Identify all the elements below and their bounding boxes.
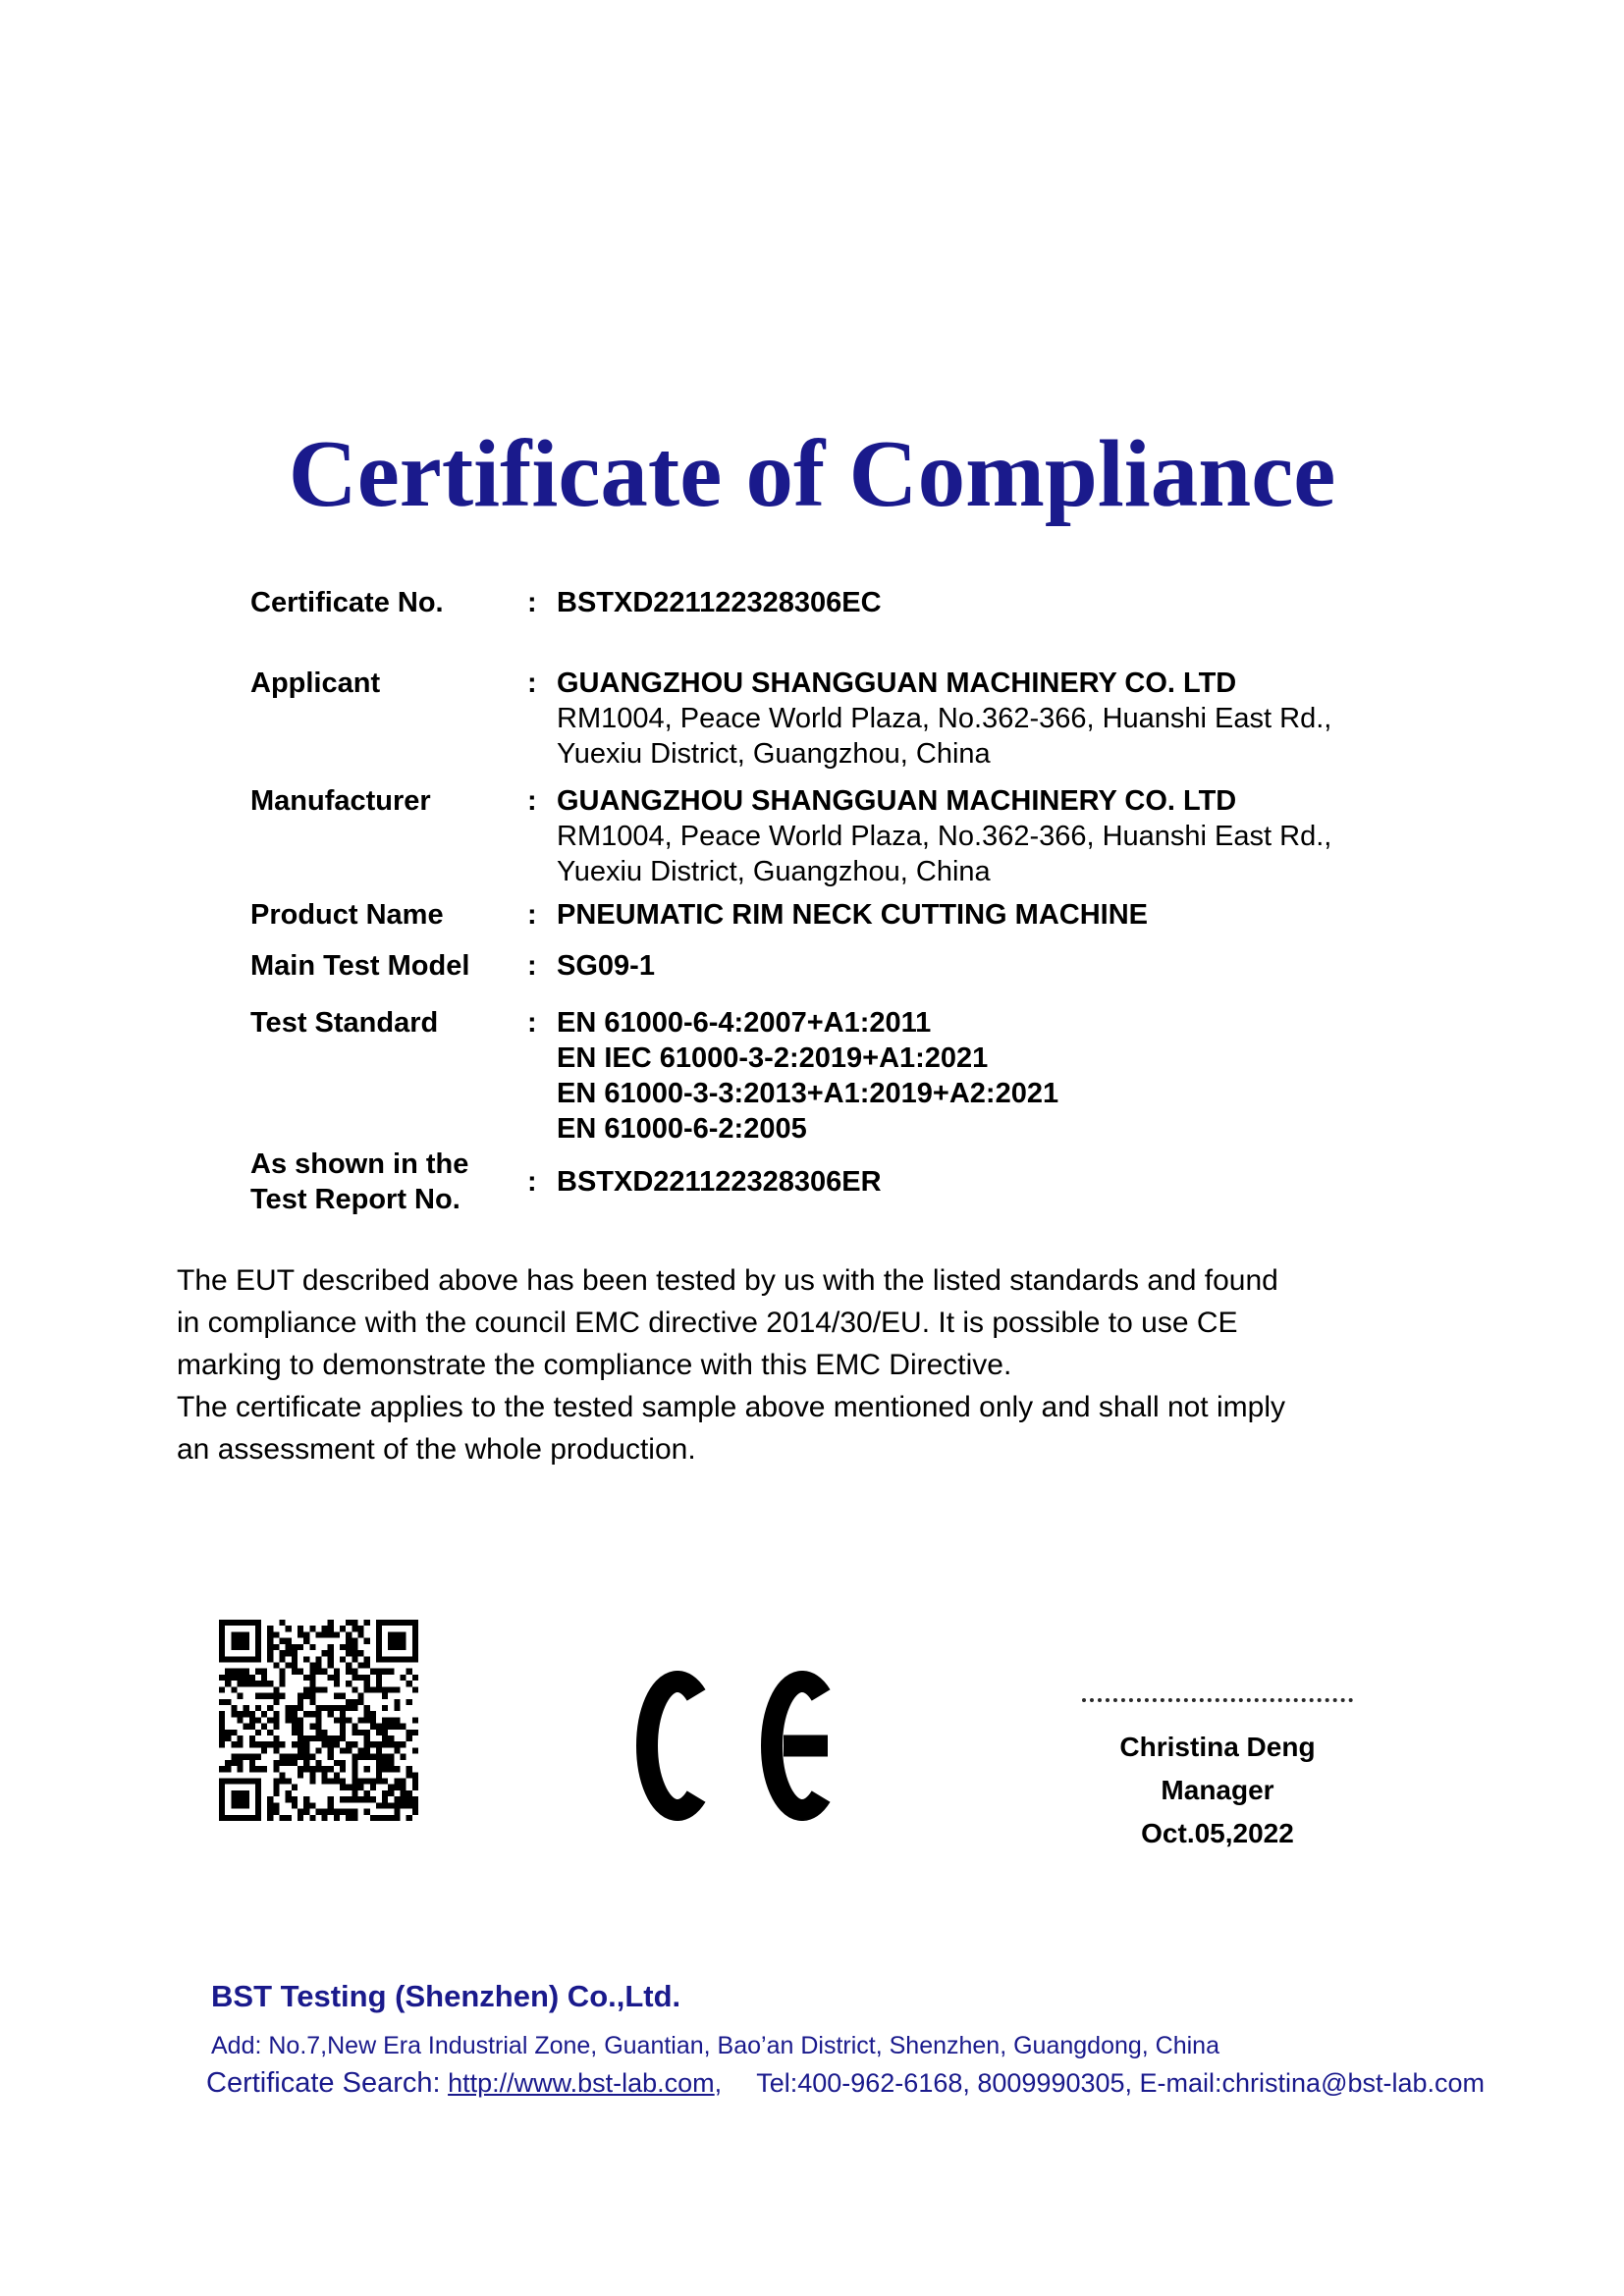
statement-line: in compliance with the council EMC directive 2014/30/EU. It is possible to use CE	[177, 1307, 1238, 1339]
qr-code-icon	[219, 1620, 418, 1821]
certificate-search-label: Certificate Search:	[206, 2067, 441, 2099]
applicant-name: GUANGZHOU SHANGGUAN MACHINERY CO. LTD	[557, 667, 1237, 699]
test-standard-line: EN 61000-6-4:2007+A1:2011	[557, 1007, 932, 1039]
field-manufacturer	[250, 783, 1419, 889]
field-colon: :	[527, 667, 537, 699]
main-test-model-value: SG09-1	[557, 950, 655, 982]
field-colon: :	[527, 950, 537, 982]
field-label-line: Test Report No.	[250, 1184, 460, 1215]
signature-date: Oct.05,2022	[1141, 1818, 1294, 1848]
field-main-test-model	[250, 948, 1419, 984]
field-label: Manufacturer	[250, 785, 431, 817]
manufacturer-address-line: Yuexiu District, Guangzhou, China	[557, 856, 991, 887]
search-separator: ,	[714, 2068, 723, 2098]
contact-info: Tel:400-962-6168, 8009990305, E-mail:christina@bst-lab.com	[756, 2068, 1486, 2098]
test-standard-line: EN 61000-6-2:2005	[557, 1113, 807, 1145]
field-colon: :	[527, 1166, 537, 1198]
test-standard-line: EN IEC 61000-3-2:2019+A1:2021	[557, 1042, 989, 1074]
test-report-number-value: BSTXD221122328306ER	[557, 1166, 882, 1198]
certificate-search-link[interactable]: http://www.bst-lab.com	[448, 2068, 715, 2098]
field-colon: :	[527, 587, 537, 618]
test-standard-line: EN 61000-3-3:2013+A1:2019+A2:2021	[557, 1078, 1059, 1109]
field-colon: :	[527, 785, 537, 817]
field-label: Test Standard	[250, 1007, 439, 1039]
field-label: Certificate No.	[250, 587, 444, 618]
field-colon: :	[527, 1007, 537, 1039]
signer-role: Manager	[1161, 1775, 1274, 1805]
manufacturer-address-line: RM1004, Peace World Plaza, No.362-366, Huanshi East Rd.,	[557, 821, 1332, 852]
field-label-line: As shown in the	[250, 1148, 469, 1180]
ce-mark-icon	[636, 1671, 843, 1821]
field-label: Applicant	[250, 667, 381, 699]
applicant-address-line: RM1004, Peace World Plaza, No.362-366, Huanshi East Rd.,	[557, 703, 1332, 734]
applicant-address-line: Yuexiu District, Guangzhou, China	[557, 738, 991, 770]
statement-line: The certificate applies to the tested sample above mentioned only and shall not imply	[177, 1391, 1285, 1423]
signature-block	[1080, 1698, 1355, 1855]
statement-line: The EUT described above has been tested by us with the listed standards and found	[177, 1264, 1278, 1297]
signature-dotted-line	[1082, 1698, 1353, 1702]
field-label: Product Name	[250, 899, 444, 931]
statement-line: an assessment of the whole production.	[177, 1433, 696, 1466]
compliance-statement	[177, 1259, 1483, 1470]
field-colon: :	[527, 899, 537, 931]
field-product-name	[250, 897, 1419, 933]
certificate-fields	[250, 585, 1419, 1217]
issuer-company-name: BST Testing (Shenzhen) Co.,Ltd.	[211, 1979, 681, 2013]
manufacturer-name: GUANGZHOU SHANGGUAN MACHINERY CO. LTD	[557, 785, 1237, 817]
field-label: Main Test Model	[250, 950, 470, 982]
issuer-address: Add: No.7,New Era Industrial Zone, Guantian, Bao’an District, Shenzhen, Guangdong, China	[211, 2032, 1219, 2059]
page-title: Certificate of Compliance	[288, 421, 1336, 526]
field-test-standard	[250, 1005, 1419, 1147]
product-name-value: PNEUMATIC RIM NECK CUTTING MACHINE	[557, 899, 1148, 931]
certificate-number-value: BSTXD221122328306EC	[557, 587, 882, 618]
field-test-report-no	[250, 1147, 1419, 1217]
signer-name: Christina Deng	[1119, 1732, 1316, 1762]
field-applicant	[250, 666, 1419, 772]
footer-contact-line	[206, 2067, 1485, 2100]
statement-line: marking to demonstrate the compliance with this EMC Directive.	[177, 1349, 1012, 1381]
field-certificate-no	[250, 585, 1419, 620]
